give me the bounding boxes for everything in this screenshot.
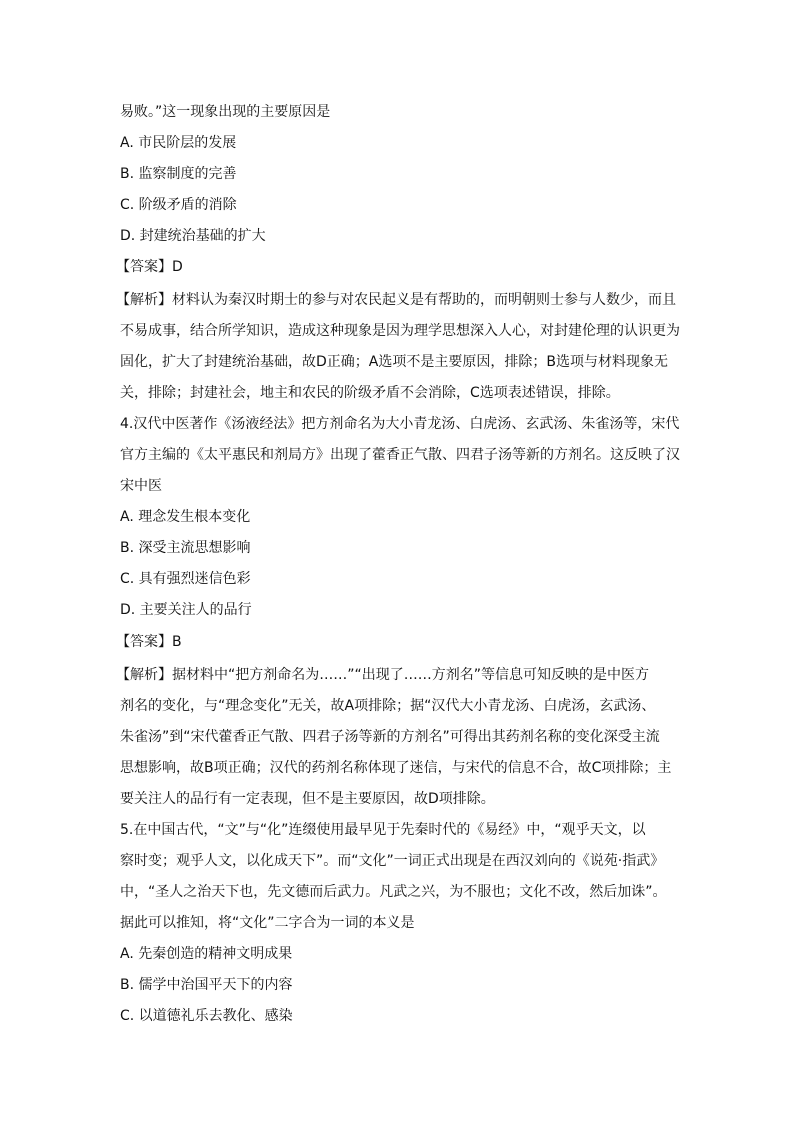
q3-analysis-line-4: 关，排除；封建社会，地主和农民的阶级矛盾不会消除，C选项表述错误，排除。 xyxy=(120,385,620,401)
q3-answer: 【答案】D xyxy=(116,259,183,275)
q3-option-c: C. 阶级矛盾的消除 xyxy=(120,197,237,213)
q3-option-a: A. 市民阶层的发展 xyxy=(120,135,237,151)
q5-option-b: B. 儒学中治国平天下的内容 xyxy=(120,977,293,993)
question-5-stem-line-2: 察时变；观乎人文，以化成天下”。而“文化”一词正式出现是在西汉刘向的《说苑·指武》 xyxy=(120,853,665,869)
q4-analysis-line-4: 思想影响，故B项正确；汉代的药剂名称体现了迷信，与宋代的信息不合，故C项排除；主 xyxy=(120,760,672,776)
q4-analysis-line-3: 朱雀汤”到“宋代藿香正气散、四君子汤等新的方剂名”可得出其药剂名称的变化深受主流 xyxy=(120,729,660,745)
question-4-stem-line-2: 官方主编的《太平惠民和剂局方》出现了藿香正气散、四君子汤等新的方剂名。这反映了汉 xyxy=(120,447,680,463)
q3-analysis-line-2: 不易成事，结合所学知识，造成这种现象是因为理学思想深入人心，对封建伦理的认识更为 xyxy=(120,323,680,339)
q4-option-c: C. 具有强烈迷信色彩 xyxy=(120,571,251,587)
question-4-stem-line-3: 宋中医 xyxy=(120,478,162,494)
q4-analysis-line-5: 要关注人的品行有一定表现，但不是主要原因，故D项排除。 xyxy=(120,791,495,807)
q3-analysis-line-1: 【解析】材料认为秦汉时期士的参与对农民起义是有帮助的，而明朝则士参与人数少，而且 xyxy=(116,292,676,308)
q4-analysis-line-2: 剂名的变化，与“理念变化”无关，故A项排除；据“汉代大小青龙汤、白虎汤，玄武汤、 xyxy=(120,698,656,714)
question-3-stem-end: 易败。”这一现象出现的主要原因是 xyxy=(120,104,331,120)
q5-option-c: C. 以道德礼乐去教化、感染 xyxy=(120,1008,293,1024)
q4-option-a: A. 理念发生根本变化 xyxy=(120,509,251,525)
question-5-stem-line-3: 中，“圣人之治天下也，先文德而后武力。凡武之兴，为不服也；文化不改，然后加诛”。 xyxy=(120,884,667,900)
q4-option-d: D. 主要关注人的品行 xyxy=(120,602,252,618)
question-5-stem-line-1: 5.在中国古代，“文”与“化”连缀使用最早见于先秦时代的《易经》中，“观乎天文，以 xyxy=(120,822,646,838)
q3-option-b: B. 监察制度的完善 xyxy=(120,166,237,182)
q4-answer: 【答案】B xyxy=(116,634,182,650)
q3-option-d: D. 封建统治基础的扩大 xyxy=(120,228,266,244)
q3-analysis-line-3: 固化，扩大了封建统治基础，故D正确；A选项不是主要原因，排除；B选项与材料现象无 xyxy=(120,354,668,370)
q5-option-a: A. 先秦创造的精神文明成果 xyxy=(120,946,293,962)
question-5-stem-line-4: 据此可以推知，将“文化”二字合为一词的本义是 xyxy=(120,915,415,931)
q4-option-b: B. 深受主流思想影响 xyxy=(120,540,251,556)
q4-analysis-line-1: 【解析】据材料中“把方剂命名为……”“出现了……方剂名”等信息可知反映的是中医方 xyxy=(116,667,650,683)
question-4-stem-line-1: 4.汉代中医著作《汤液经法》把方剂命名为大小青龙汤、白虎汤、玄武汤、朱雀汤等，宋代 xyxy=(120,416,680,432)
